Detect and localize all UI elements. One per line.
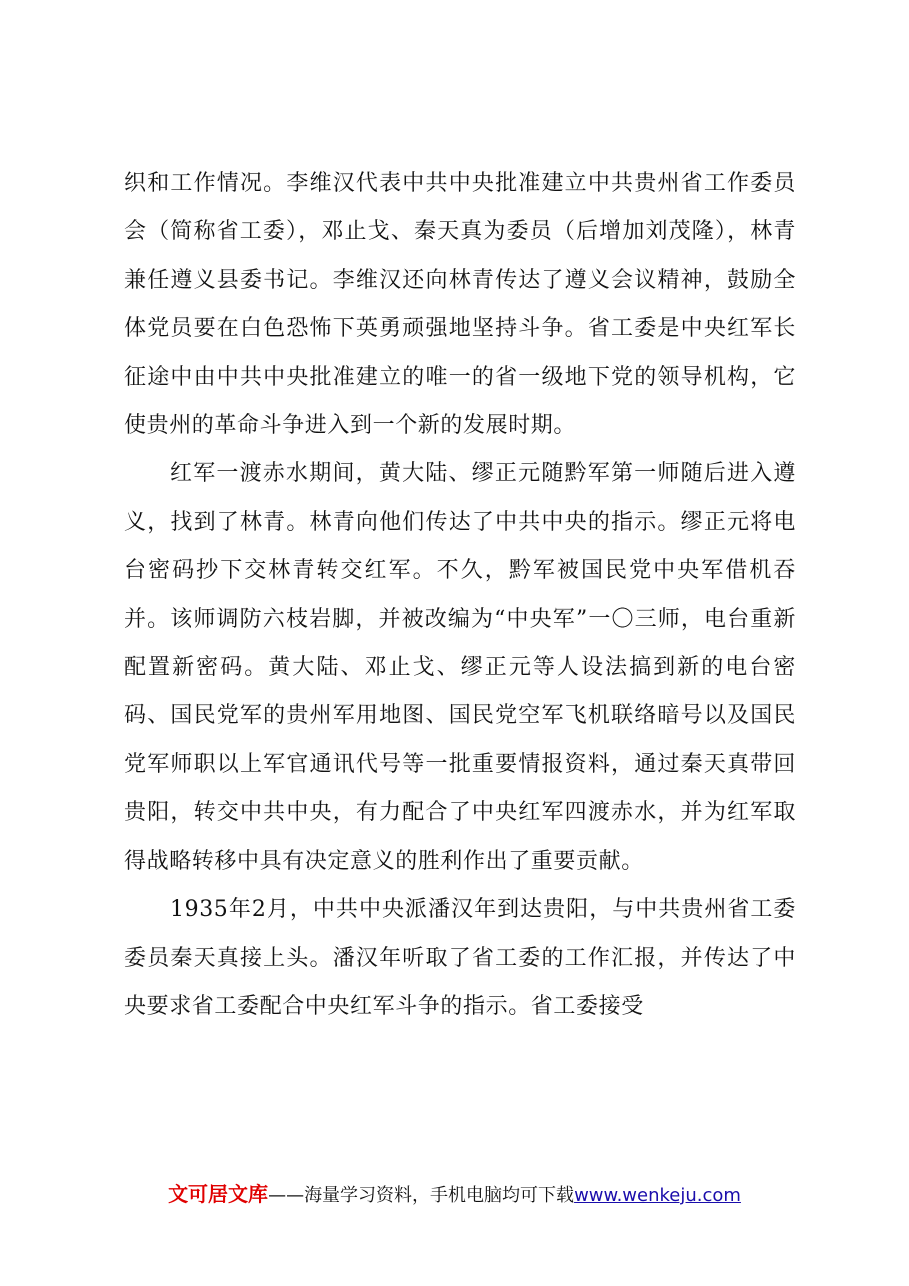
paragraph-continuation: 织和工作情况。李维汉代表中共中央批准建立中共贵州省工作委员会（简称省工委），邓止戈、秦天真为委员（后增加刘茂隆），林青兼任遵义县委书记。李维汉还向林青传达了遵义会议精神，鼓励全体党员要在白色恐怖下英勇顽强地坚持斗争。省工委是中央红军长征途中由中共中央批准建立的唯一的省一级地下党的领导机构，它使贵州的革命斗争进入到一个新的发展时期。 xyxy=(124,171,796,439)
document-body xyxy=(124,160,796,1031)
page-footer xyxy=(0,1180,909,1210)
footer-website-link[interactable]: www.wenkeju.com xyxy=(574,1185,741,1206)
footer-brand: 文可居文库 xyxy=(168,1182,269,1206)
footer-slogan: ——海量学习资料，手机电脑均可下载 xyxy=(268,1185,575,1206)
paragraph-1935-february: 1935年2月，中共中央派潘汉年到达贵阳，与中共贵州省工委委员秦天真接上头。潘汉年听取了省工委的工作汇报，并传达了中央要求省工委配合中央红军斗争的指示。省工委接受 xyxy=(124,897,796,1019)
paragraph-red-army-crossing: 红军一渡赤水期间，黄大陆、缪正元随黔军第一师随后进入遵义，找到了林青。林青向他们传达了中共中央的指示。缪正元将电台密码抄下交林青转交红军。不久，黔军被国民党中央军借机吞并。该师调防六枝岩脚，并被改编为“中央军”一〇三师，电台重新配置新密码。黄大陆、邓止戈、缪正元等人设法搞到新的电台密码、国民党军的贵州军用地图、国民党空军飞机联络暗号以及国民党军师职以上军官通讯代号等一批重要情报资料，通过秦天真带回贵阳，转交中共中央，有力配合了中央红军四渡赤水，并为红军取得战略转移中具有决定意义的胜利作出了重要贡献。 xyxy=(124,461,796,874)
